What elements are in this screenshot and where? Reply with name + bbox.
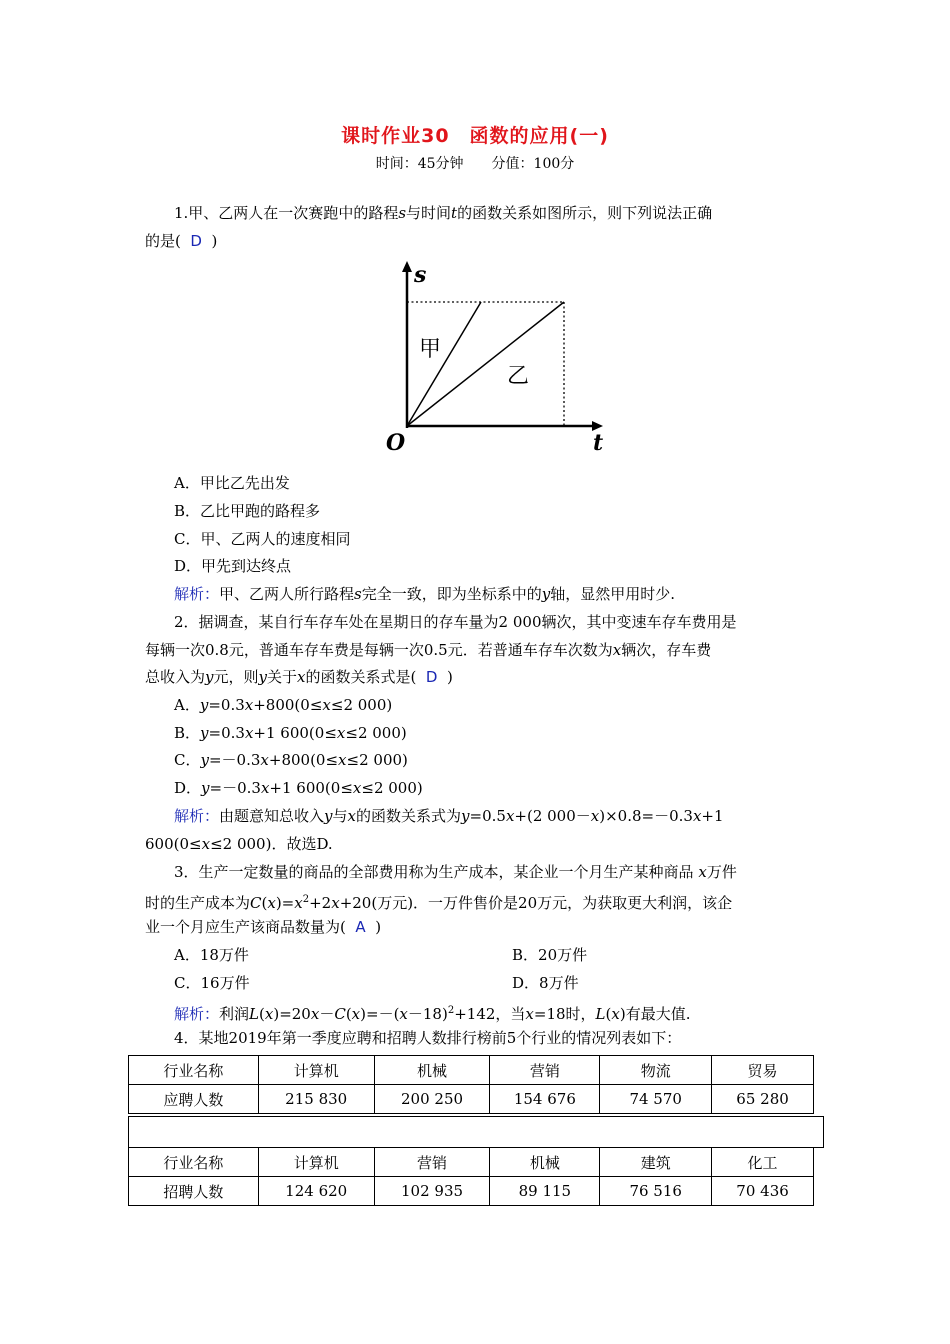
table-cell: 70 436: [712, 1177, 814, 1206]
table-cell: 行业名称: [129, 1148, 259, 1177]
q1-option-a: A．甲比乙先出发: [174, 474, 290, 492]
table-cell: 74 570: [600, 1085, 712, 1114]
q2-analysis-line1: 解析：由题意知总收入y与x的函数关系式为y=0.5x+(2 000－x)×0.8=－0.3x+1: [174, 807, 724, 825]
jia-label: 甲: [419, 337, 442, 362]
table-row: [129, 1085, 814, 1114]
table-row: [129, 1177, 814, 1206]
q2-analysis-line2: 600(0≤x≤2 000)．故选D.: [145, 835, 333, 853]
q1-stem-line2: 的是( D ): [145, 232, 218, 250]
q1-stem-line1: 1.甲、乙两人在一次赛跑中的路程s与时间t的函数关系如图所示，则下列说法正确: [174, 204, 713, 222]
table-cell: 89 115: [490, 1177, 600, 1206]
q1-option-d: D．甲先到达终点: [174, 557, 292, 575]
q3-option-a: A．18万件: [174, 946, 249, 964]
q2-option-b: B．y=0.3x+1 600(0≤x≤2 000): [174, 724, 407, 742]
table-cell: 贸易: [712, 1056, 814, 1085]
table-cell: 65 280: [712, 1085, 814, 1114]
table-cell: 计算机: [258, 1148, 374, 1177]
q1-option-b: B．乙比甲跑的路程多: [174, 502, 321, 520]
q1-analysis: 解析：甲、乙两人所行路程s完全一致，即为坐标系中的y轴，显然甲用时少.: [174, 585, 676, 603]
table-cell: 计算机: [258, 1056, 374, 1085]
q2-stem-line2: 每辆一次0.8元，普通车存车费是每辆一次0.5元．若普通车存车次数为x辆次，存车费: [145, 641, 712, 659]
q1-figure: [370, 258, 620, 458]
table-cell: 招聘人数: [129, 1177, 259, 1206]
page-title: 课时作业30 函数的应用(一): [341, 125, 609, 147]
table-cell: 机械: [374, 1056, 490, 1085]
q3-option-c: C．16万件: [174, 974, 250, 992]
q3-option-b: B．20万件: [512, 946, 588, 964]
table-row: [129, 1056, 814, 1085]
table-cell: 102 935: [374, 1177, 490, 1206]
page-subtitle: 时间：45分钟 分值：100分: [375, 156, 575, 172]
q3-stem-line1: 3．生产一定数量的商品的全部费用称为生产成本，某企业一个月生产某种商品 x万件: [174, 863, 737, 881]
q2-option-d: D．y=－0.3x+1 600(0≤x≤2 000): [174, 779, 423, 797]
jia-line: [407, 302, 481, 426]
table-cell: 154 676: [490, 1085, 600, 1114]
q3-stem-line2: 时的生产成本为$C(x)=x^2+2x+20$(万元)．一万件售价是20万元，为获取更大利润，该企: [145, 894, 733, 912]
table-cell: 营销: [374, 1148, 490, 1177]
table-separator-row: [128, 1116, 824, 1148]
q2-stem-line1: 2．据调查，某自行车存车处在星期日的存车量为2 000辆次，其中变速车存车费用是: [174, 613, 737, 631]
q2-option-a: A．y=0.3x+800(0≤x≤2 000): [174, 696, 393, 714]
table-cell: 应聘人数: [129, 1085, 259, 1114]
y-axis-arrow: [402, 261, 412, 272]
table-cell: 行业名称: [129, 1056, 259, 1085]
table-cell: 200 250: [374, 1085, 490, 1114]
q1-answer: D: [190, 232, 202, 250]
recruitment-table: [128, 1147, 814, 1206]
q2-option-c: C．y=－0.3x+800(0≤x≤2 000): [174, 751, 408, 769]
q4-stem: 4．某地2019年第一季度应聘和招聘人数排行榜前5个行业的情况列表如下：: [174, 1029, 682, 1047]
q3-stem-line3: 业一个月应生产该商品数量为( A ): [145, 918, 382, 936]
table-cell: 124 620: [258, 1177, 374, 1206]
table-cell: 机械: [490, 1148, 600, 1177]
table-cell: 215 830: [258, 1085, 374, 1114]
table-cell: 76 516: [600, 1177, 712, 1206]
yi-label: 乙: [507, 364, 530, 389]
applicants-table: [128, 1055, 814, 1114]
q3-analysis: 解析：利润$L(x)=20x-C(x)=-(x-18)^2+142$，当x=18时，L(x)有最大值.: [174, 1005, 691, 1023]
table-cell: 建筑: [600, 1148, 712, 1177]
y-axis-label: s: [414, 262, 427, 288]
table-cell: 化工: [712, 1148, 814, 1177]
table-cell: 物流: [600, 1056, 712, 1085]
table-row: [129, 1148, 814, 1177]
x-axis-label: t: [593, 430, 604, 456]
origin-label: O: [386, 430, 406, 456]
q3-answer: A: [355, 918, 366, 936]
yi-line: [407, 302, 564, 426]
table-cell: 营销: [490, 1056, 600, 1085]
q1-option-c: C．甲、乙两人的速度相同: [174, 530, 351, 548]
q3-option-d: D．8万件: [512, 974, 579, 992]
q2-stem-line3: 总收入为y元，则y关于x的函数关系式是( D ): [145, 668, 453, 686]
q2-answer: D: [425, 668, 438, 686]
